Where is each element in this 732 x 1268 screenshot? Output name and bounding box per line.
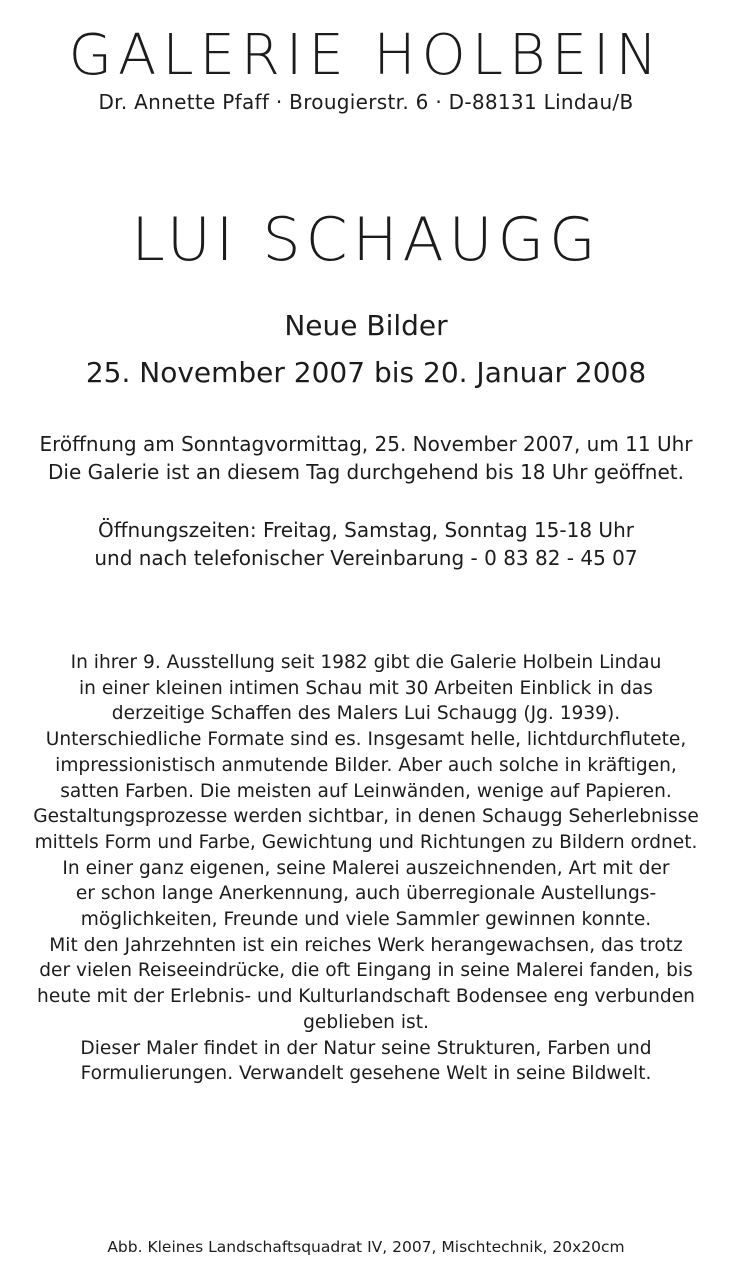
opening-hours (0, 516, 732, 572)
description-line: Gestaltungsprozesse werden sichtbar, in denen Schaugg Seherlebnisse (33, 806, 699, 828)
description-line: er schon lange Anerkennung, auch überregionale Austellungs- (75, 883, 657, 905)
opening-line: Eröffnung am Sonntagvormittag, 25. November 2007, um 11 Uhr (39, 432, 693, 456)
gallery-address: Dr. Annette Pfaff · Brougierstr. 6 · D-88131 Lindau/B (98, 90, 634, 114)
opening-line: Die Galerie ist an diesem Tag durchgehend bis 18 Uhr geöffnet. (48, 460, 684, 484)
exhibition-dates: 25. November 2007 bis 20. Januar 2008 (85, 356, 647, 389)
image-caption: Abb. Kleines Landschaftsquadrat IV, 2007, Mischtechnik, 20x20cm (107, 1238, 625, 1256)
opening-info (0, 430, 732, 486)
description-line: möglichkeiten, Freunde und viele Sammler gewinnen konnte. (80, 909, 652, 931)
hours-line: Öffnungszeiten: Freitag, Samstag, Sonntag 15-18 Uhr (98, 518, 634, 542)
exhibition-subtitle: Neue Bilder (284, 309, 448, 342)
description-line: heute mit der Erlebnis- und Kulturlandschaft Bodensee eng verbunden (37, 986, 695, 1008)
description-line: satten Farben. Die meisten auf Leinwänden, wenige auf Papieren. (60, 780, 672, 802)
hours-line: und nach telefonischer Vereinbarung - 0 83 82 - 45 07 (94, 546, 638, 570)
description-line: in einer kleinen intimen Schau mit 30 Arbeiten Einblick in das (79, 677, 653, 699)
description-line: geblieben ist. (303, 1011, 429, 1033)
artist-name: LUI SCHAUGG (131, 205, 601, 275)
description-line: der vielen Reiseeindrücke, die oft Eingang in seine Malerei fanden, bis (39, 960, 693, 982)
description-line: Formulierungen. Verwandelt gesehene Welt in seine Bildwelt. (80, 1063, 652, 1085)
description-line: In einer ganz eigenen, seine Malerei auszeichnenden, Art mit der (62, 857, 670, 879)
description-line: mittels Form und Farbe, Gewichtung und Richtungen zu Bildern ordnet. (34, 831, 698, 853)
description-line: impressionistisch anmutende Bilder. Aber auch solche in kräftigen, (55, 754, 677, 776)
description-line: Mit den Jahrzehnten ist ein reiches Werk herangewachsen, das trotz (49, 934, 683, 956)
description-text (0, 650, 732, 1087)
gallery-name: GALERIE HOLBEIN (68, 23, 664, 88)
description-line: Dieser Maler findet in der Natur seine Strukturen, Farben und (80, 1037, 652, 1059)
description-line: In ihrer 9. Ausstellung seit 1982 gibt die Galerie Holbein Lindau (70, 652, 662, 673)
description-line: derzeitige Schaffen des Malers Lui Schaugg (Jg. 1939). (111, 703, 621, 725)
description-line: Unterschiedliche Formate sind es. Insgesamt helle, lichtdurchflutete, (45, 729, 687, 751)
